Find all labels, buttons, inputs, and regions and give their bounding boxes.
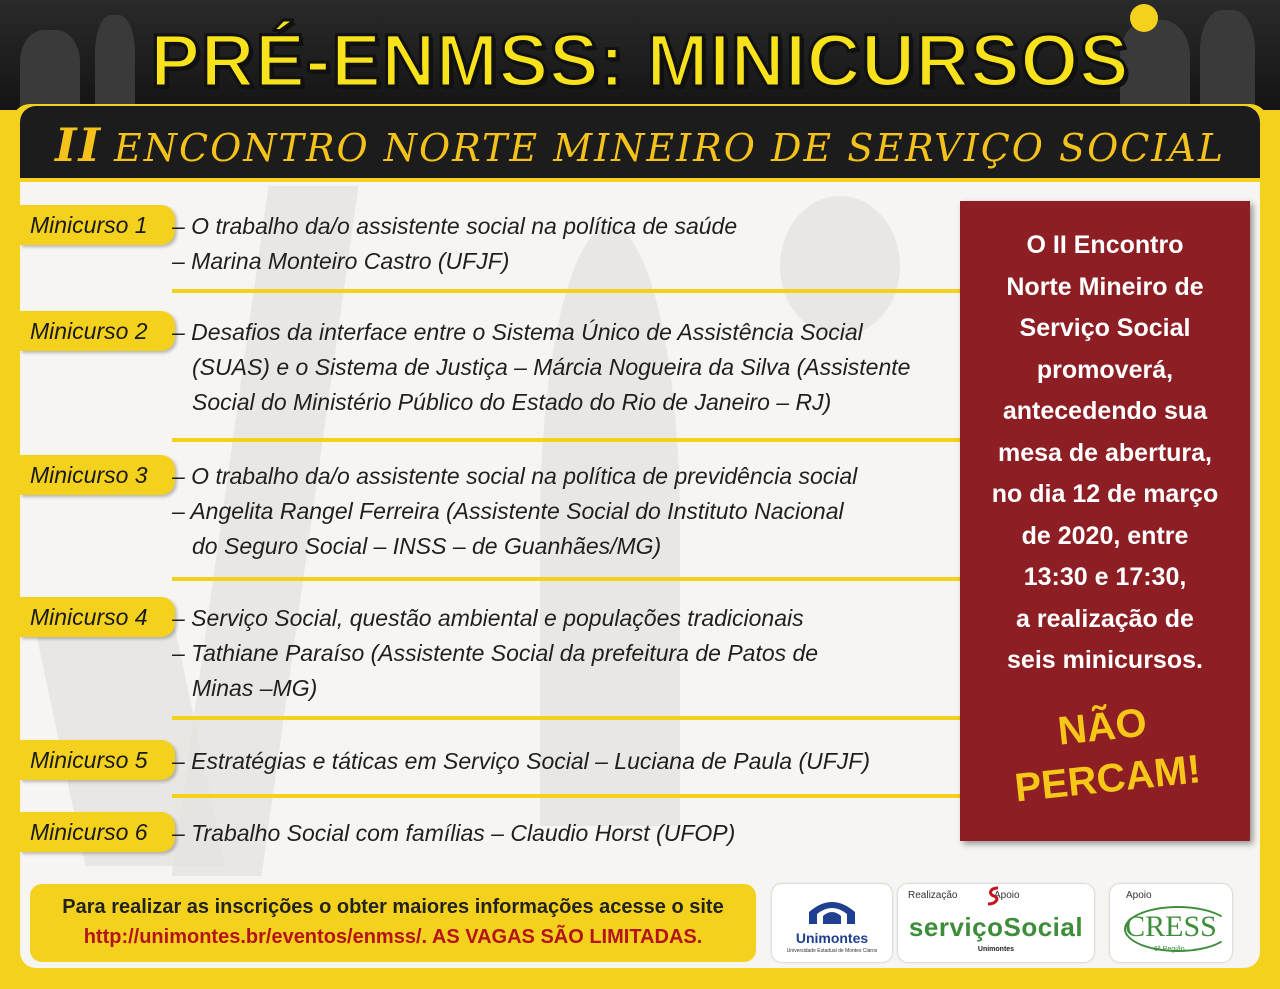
registration-text: Para realizar as inscrições o obter maiores informações acesse o site xyxy=(62,896,724,918)
course-description xyxy=(172,816,962,851)
registration-url-line xyxy=(30,926,756,949)
divider xyxy=(172,289,962,293)
course-item-1 xyxy=(20,205,960,285)
info-line: seis minicursos. xyxy=(1007,646,1203,674)
info-line: Norte Mineiro de xyxy=(1006,272,1204,301)
cress-region: 6ª Região xyxy=(1154,946,1185,953)
cress-wordmark: CRESS xyxy=(1125,910,1217,943)
servico-social-wordmark: serviçoSocial xyxy=(908,912,1084,942)
course-label: Minicurso 6 xyxy=(20,812,175,852)
course-label: Minicurso 5 xyxy=(20,740,175,780)
course-line: Minas –MG) xyxy=(192,675,318,701)
subtitle-bar xyxy=(20,106,1260,182)
course-line: – Marina Monteiro Castro (UFJF) xyxy=(172,248,510,274)
info-line: O II Encontro xyxy=(1026,231,1184,259)
course-description xyxy=(172,744,962,779)
course-line: – O trabalho da/o assistente social na política de saúde xyxy=(172,213,738,239)
course-line: – O trabalho da/o assistente social na política de previdência social xyxy=(172,463,858,489)
subtitle-text: ENCONTRO NORTE MINEIRO DE SERVIÇO SOCIAL xyxy=(114,126,1225,170)
subtitle-roman: II xyxy=(54,118,103,172)
divider xyxy=(172,794,962,798)
course-description xyxy=(172,209,962,279)
course-line: – Angelita Rangel Ferreira (Assistente Social do Instituto Nacional xyxy=(172,498,844,524)
page-title: PRÉ-ENMSS: MINICURSOS xyxy=(150,19,1130,102)
course-line: – Serviço Social, questão ambiental e populações tradicionais xyxy=(172,605,804,631)
divider xyxy=(172,716,962,720)
divider xyxy=(172,577,962,581)
subtitle xyxy=(20,118,1260,172)
apoio-caption: Apoio xyxy=(1126,890,1152,901)
call-to-action xyxy=(955,686,1254,820)
apoio-caption: Apoio xyxy=(994,890,1020,901)
servico-social-subtitle: Unimontes xyxy=(977,946,1015,953)
course-line: (SUAS) e o Sistema de Justiça – Márcia Nogueira da Silva (Assistente xyxy=(192,354,911,380)
divider xyxy=(172,438,962,442)
course-label: Minicurso 4 xyxy=(20,597,175,637)
registration-link[interactable]: http://unimontes.br/eventos/enmss/. xyxy=(83,926,428,948)
course-label: Minicurso 2 xyxy=(20,311,175,351)
info-line: antecedendo sua xyxy=(1002,397,1208,425)
course-line: – Trabalho Social com famílias – Claudio Horst (UFOP) xyxy=(172,820,736,846)
course-line: Social do Ministério Público do Estado do Rio de Janeiro – RJ) xyxy=(192,389,832,415)
course-item-5 xyxy=(20,740,960,785)
course-line: do Seguro Social – INSS – de Guanhães/MG) xyxy=(192,533,662,559)
ss-emblem-icon xyxy=(984,886,1002,906)
info-line: no dia 12 de março xyxy=(991,480,1219,508)
content-panel xyxy=(20,106,1260,968)
course-description xyxy=(172,459,962,564)
registration-box xyxy=(30,884,756,962)
course-item-2 xyxy=(20,311,960,426)
info-box xyxy=(960,201,1250,841)
course-line: – Estratégias e táticas em Serviço Social – Luciana de Paula (UFJF) xyxy=(172,748,870,774)
unimontes-emblem-icon xyxy=(807,898,857,926)
cress-logo xyxy=(1110,884,1232,962)
course-description xyxy=(172,601,962,706)
unimontes-logo xyxy=(772,884,892,962)
realizacao-caption: Realização xyxy=(908,890,958,901)
unimontes-subtitle: Universidade Estadual de Montes Claros xyxy=(786,948,878,954)
course-label: Minicurso 1 xyxy=(20,205,175,245)
info-line: de 2020, entre xyxy=(1021,521,1189,550)
course-line: – Tathiane Paraíso (Assistente Social da prefeitura de Patos de xyxy=(172,640,819,666)
course-item-3 xyxy=(20,455,960,570)
info-line: mesa de abertura, xyxy=(998,438,1212,467)
cta-line: PERCAM! xyxy=(1012,747,1203,811)
cta-line: NÃO xyxy=(1055,700,1149,754)
limited-spots-warning: AS VAGAS SÃO LIMITADAS. xyxy=(431,926,703,948)
servico-social-logo xyxy=(898,884,1094,962)
course-item-6 xyxy=(20,812,960,857)
info-text xyxy=(960,225,1250,682)
info-line: a realização de xyxy=(1016,604,1194,633)
info-line: promoverá, xyxy=(1036,355,1174,384)
info-line: 13:30 e 17:30, xyxy=(1023,563,1187,591)
unimontes-name: Unimontes xyxy=(795,930,869,946)
info-line: Serviço Social xyxy=(1019,314,1191,342)
course-label: Minicurso 3 xyxy=(20,455,175,495)
course-description xyxy=(172,315,962,420)
course-item-4 xyxy=(20,597,960,712)
course-line: – Desafios da interface entre o Sistema Único de Assistência Social xyxy=(172,319,863,345)
